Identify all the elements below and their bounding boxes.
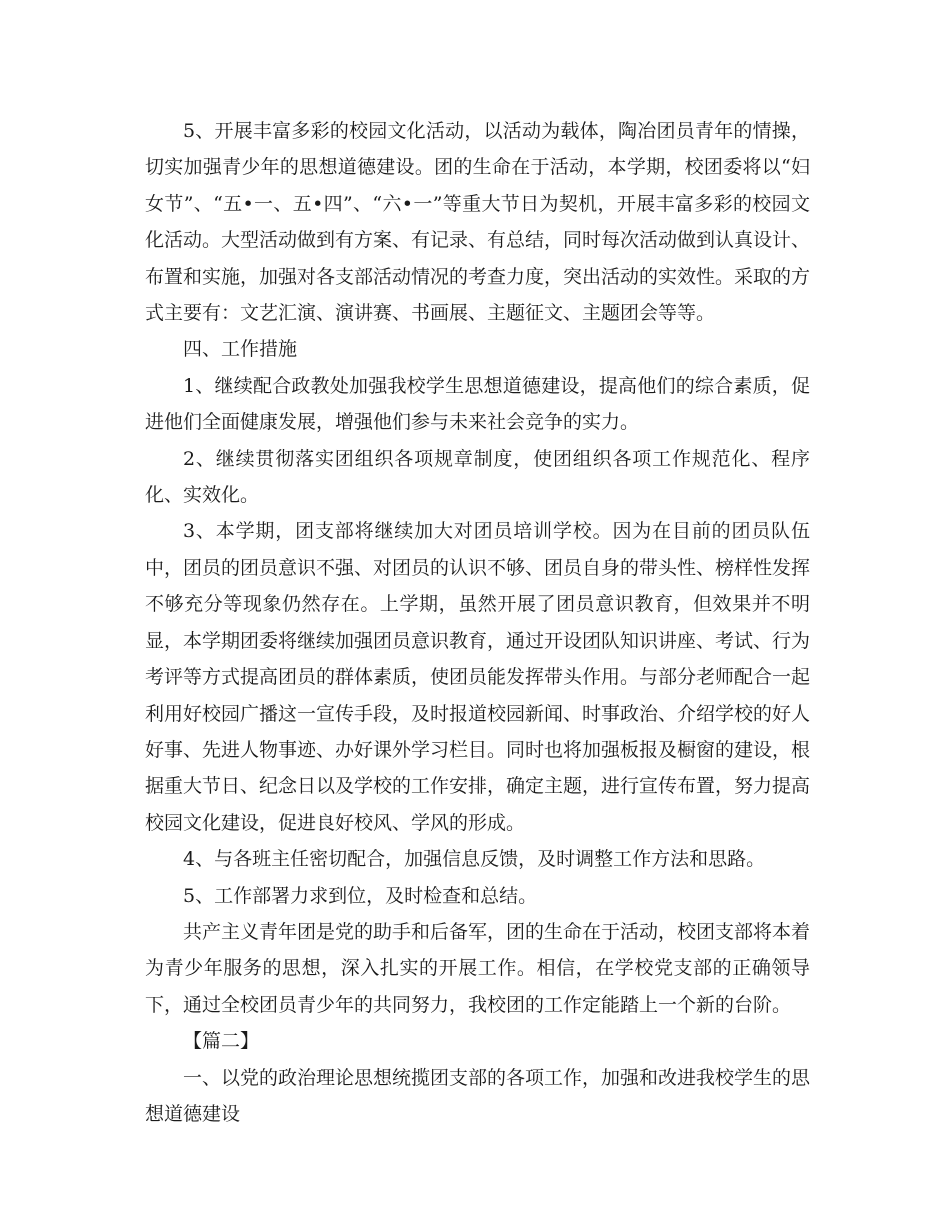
paragraph-measure-2: 2、继续贯彻落实团组织各项规章制度，使团组织各项工作规范化、程序化、实效化。: [145, 447, 810, 507]
section-heading-work-measures: 四、工作措施: [183, 338, 298, 361]
section-heading-part-two: 【篇二】: [183, 1030, 260, 1053]
paragraph-campus-activities: 5、开展丰富多彩的校园文化活动，以活动为载体，陶冶团员青年的情操，切实加强青少年的思想道德建设。团的生命在于活动，本学期，校团委将以“妇女节”、“五•一、五•四”、“六•一”等重大节日为契机，开展丰富多彩的校园文化活动。大型活动做到有方案、有记录、有总结，同时每次活动做到认真设计、布置和实施，加强对各支部活动情况的考查力度，突出活动的实效性。采取的方式主要有：文艺汇演、演讲赛、书画展、主题征文、主题团会等等。: [145, 120, 811, 325]
paragraph-measure-3: 3、本学期，团支部将继续加大对团员培训学校。因为在目前的团员队伍中，团员的团员意识不强、对团员的认识不够、团员自身的带头性、榜样性发挥不够充分等现象仍然存在。上学期，虽然开展了团员意识教育，但效果并不明显，本学期团委将继续加强团员意识教育，通过开设团队知识讲座、考试、行为考评等方式提高团员的群体素质，使团员能发挥带头作用。与部分老师配合一起利用好校园广播这一宣传手段，及时报道校园新闻、时事政治、介绍学校的好人好事、先进人物事迹、办好课外学习栏目。同时也将加强板报及橱窗的建设，根据重大节日、纪念日以及学校的工作安排，确定主题，进行宣传布置，努力提高校园文化建设，促进良好校风、学风的形成。: [145, 520, 811, 834]
paragraph-measure-1: 1、继续配合政教处加强我校学生思想道德建设，提高他们的综合素质，促进他们全面健康发展，增强他们参与未来社会竞争的实力。: [145, 374, 810, 434]
paragraph-part-two-item-1: 一、以党的政治理论思想统揽团支部的各项工作，加强和改进我校学生的思想道德建设: [145, 1066, 811, 1125]
document-body: [145, 113, 810, 1132]
paragraph-conclusion: 共产主义青年团是党的助手和后备军，团的生命在于活动，校团支部将本着为青少年服务的思想，深入扎实的开展工作。相信，在学校党支部的正确领导下，通过全校团员青少年的共同努力，我校团的工作定能踏上一个新的台阶。: [145, 920, 811, 1016]
paragraph-measure-4: 4、与各班主任密切配合，加强信息反馈，及时调整工作方法和思路。: [183, 848, 766, 871]
paragraph-measure-5: 5、工作部署力求到位，及时检查和总结。: [183, 884, 538, 907]
